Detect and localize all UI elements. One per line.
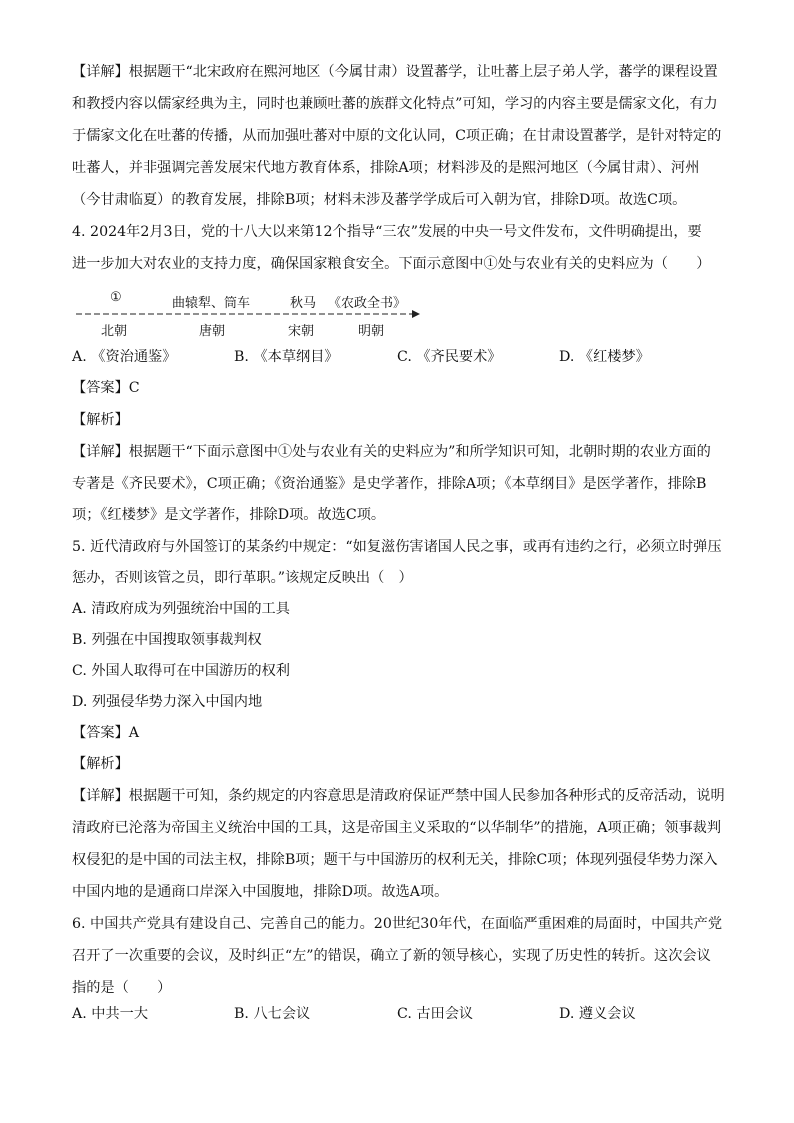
text-line: 中国内地的是通商口岸深入中国腹地，排除D项。故选A项。 [72, 884, 449, 900]
option-b: B. 八七会议 [234, 1006, 311, 1022]
analysis-label: 【解析】 [72, 412, 129, 428]
text-line: 专著是《齐民要术》，C项正确；《资治通鉴》是史学著作，排除A项；《本草纲目》是医学著作，排除B [72, 476, 707, 492]
answer-label: 【答案】A [72, 725, 139, 741]
text-line: 清政府已沦落为帝国主义统治中国的工具，这是帝国主义采取的“以华制华”的措施，A项正确；领事裁判 [72, 820, 722, 836]
question-stem: 指的是（ ） [72, 980, 172, 996]
timeline-label-4: 《农政全书》 [328, 296, 407, 311]
text-line: 【详解】根据题干可知，条约规定的内容意思是清政府保证严禁中国人民参加各种形式的反帝活动，说明 [72, 788, 725, 804]
text-line: 【详解】根据题干“下面示意图中①处与农业有关的史料应为”和所学知识可知，北朝时期的农业方面的 [72, 444, 711, 460]
text-line: 于儒家文化在吐蕃的传播，从而加强吐蕃对中原的文化认同，C项正确；在甘肃设置蕃学，是针对特定的 [72, 128, 722, 144]
text-line: 吐蕃人，并非强调完善发展宋代地方教育体系，排除A项；材料涉及的是熙河地区（今属甘肃）、河州 [72, 160, 700, 176]
question-stem: 惩办，否则该管之员，即行革职。”该规定反映出（ ） [72, 570, 413, 586]
timeline-diagram [72, 290, 724, 340]
option-b: B. 《本草纲目》 [234, 349, 339, 365]
timeline-label-2: 曲辕犁、筒车 [172, 296, 251, 311]
option-a: A. 清政府成为列强统治中国的工具 [72, 601, 290, 617]
timeline-label-3: 秋马 [290, 296, 317, 311]
answer-label: 【答案】C [72, 380, 140, 396]
text-line: 【详解】根据题干“北宋政府在熙河地区（今属甘肃）设置蕃学，让吐蕃上层子弟人学，蕃学的课程设置 [72, 64, 718, 80]
question-stem: 5. 近代清政府与外国签订的某条约中规定：“如复滋伤害诸国人民之事，或再有违约之行，必须立时弹压 [72, 539, 722, 555]
option-d: D. 《红楼梦》 [559, 349, 650, 365]
text-line: （今甘肃临夏）的教育发展，排除B项；材料未涉及蕃学学成后可入朝为官，排除D项。故选C项。 [72, 192, 687, 208]
timeline-era-4: 明朝 [358, 324, 385, 339]
question-stem: 6. 中国共产党具有建设自己、完善自己的能力。20世纪30年代，在面临严重困难的局面时，中国共产党 [72, 916, 723, 932]
timeline-era-2: 唐朝 [199, 324, 226, 339]
timeline-era-3: 宋朝 [288, 324, 315, 339]
option-d: D. 遵义会议 [559, 1006, 636, 1022]
option-c: C. 《齐民要术》 [397, 349, 502, 365]
text-line: 权侵犯的是中国的司法主权，排除B项；题干与中国游历的权利无关，排除C项；体现列强侵华势力深入 [72, 852, 718, 868]
analysis-label: 【解析】 [72, 756, 129, 772]
timeline-era-1: 北朝 [101, 324, 128, 339]
option-a: A. 《资治通鉴》 [72, 349, 177, 365]
option-b: B. 列强在中国搜取领事裁判权 [72, 632, 262, 648]
option-c: C. 古田会议 [397, 1006, 474, 1022]
question-stem: 进一步加大对农业的支持力度，确保国家粮食安全。下面示意图中①处与农业有关的史料应为（ ） [72, 256, 711, 272]
option-a: A. 中共一大 [72, 1006, 149, 1022]
option-d: D. 列强侵华势力深入中国内地 [72, 694, 263, 710]
timeline-label-1: ① [110, 290, 122, 305]
option-c: C. 外国人取得可在中国游历的权利 [72, 663, 290, 679]
question-stem: 4. 2024年2月3日，党的十八大以来第12个指导“三农”发展的中央一号文件发布，文件明确提出，要 [72, 224, 702, 240]
question-stem: 召开了一次重要的会议，及时纠正“左”的错误，确立了新的领导核心，实现了历史性的转折。这次会议 [72, 948, 711, 964]
text-line: 和教授内容以儒家经典为主，同时也兼顾吐蕃的族群文化特点”可知，学习的内容主要是儒家文化，有力 [72, 96, 718, 112]
text-line: 项；《红楼梦》是文学著作，排除D项。故选C项。 [72, 507, 386, 523]
